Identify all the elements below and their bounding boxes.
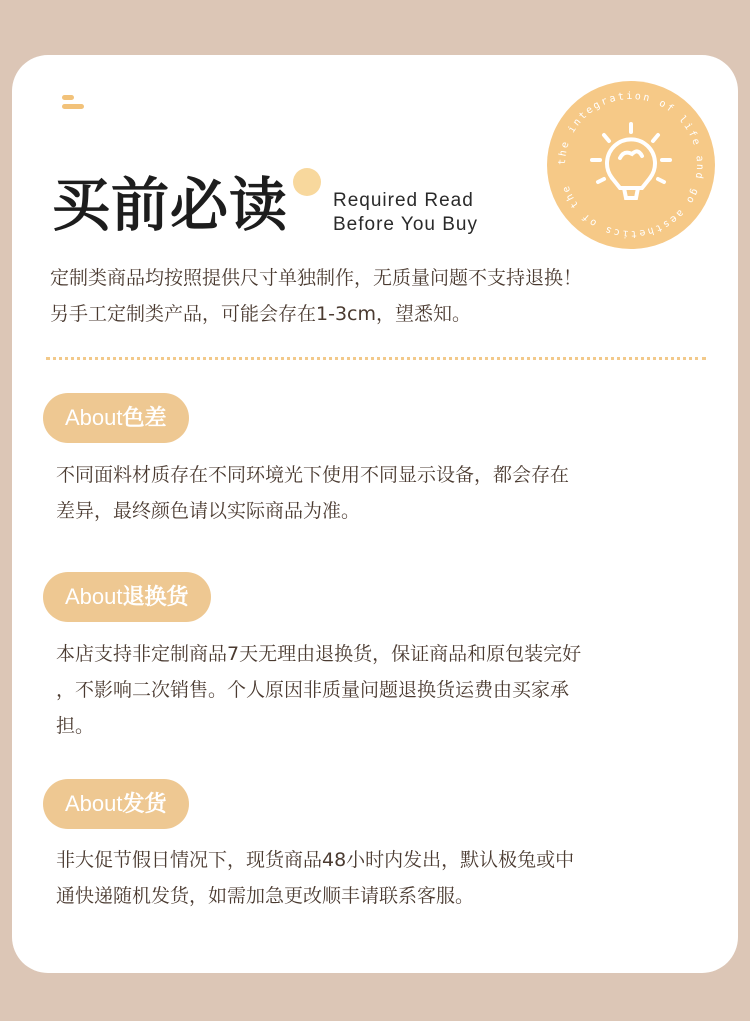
section-text-shipping	[56, 842, 706, 914]
section-label-shipping	[43, 779, 189, 829]
section-label-zh: 发货	[122, 792, 167, 817]
dash-icon	[62, 95, 86, 113]
page-subtitle	[333, 189, 478, 237]
subtitle-line-1: Required Read	[333, 190, 474, 211]
section-line: 不同面料材质存在不同环境光下使用不同显示设备，都会存在	[56, 464, 570, 486]
section-label-returns	[43, 572, 211, 622]
intro-text	[50, 260, 710, 332]
intro-line-2: 另手工定制类产品，可能会存在1-3cm，望悉知。	[50, 303, 471, 325]
section-line: 非大促节假日情况下，现货商品48小时内发出，默认极兔或中	[56, 849, 575, 871]
section-text-color-difference	[56, 457, 706, 529]
dotted-divider	[46, 357, 706, 360]
section-line: 本店支持非定制商品7天无理由退换货，保证商品和原包装完好	[56, 643, 582, 665]
subtitle-line-2: Before You Buy	[333, 214, 478, 235]
seal-text: the integration of life and go aesthetics of the	[556, 90, 706, 240]
notice-card	[12, 55, 738, 973]
intro-line-1: 定制类商品均按照提供尺寸单独制作，无质量问题不支持退换！	[50, 267, 583, 289]
section-line: 差异，最终颜色请以实际商品为准。	[56, 500, 361, 522]
section-label-en: About	[65, 405, 123, 430]
section-label-zh: 色差	[122, 406, 167, 431]
sun-seal-icon	[546, 80, 716, 250]
section-label-color-difference	[43, 393, 189, 443]
page-title: 买前必读	[52, 171, 289, 239]
section-line: 通快递随机发货，如需加急更改顺丰请联系客服。	[56, 885, 475, 907]
section-text-returns	[56, 636, 706, 744]
title-accent-dot	[293, 168, 321, 196]
section-label-en: About	[65, 791, 123, 816]
section-line: 担。	[56, 715, 95, 737]
section-label-zh: 退换货	[122, 585, 189, 610]
section-line: ，不影响二次销售。个人原因非质量问题退换货运费由买家承	[56, 679, 570, 701]
section-label-en: About	[65, 584, 123, 609]
